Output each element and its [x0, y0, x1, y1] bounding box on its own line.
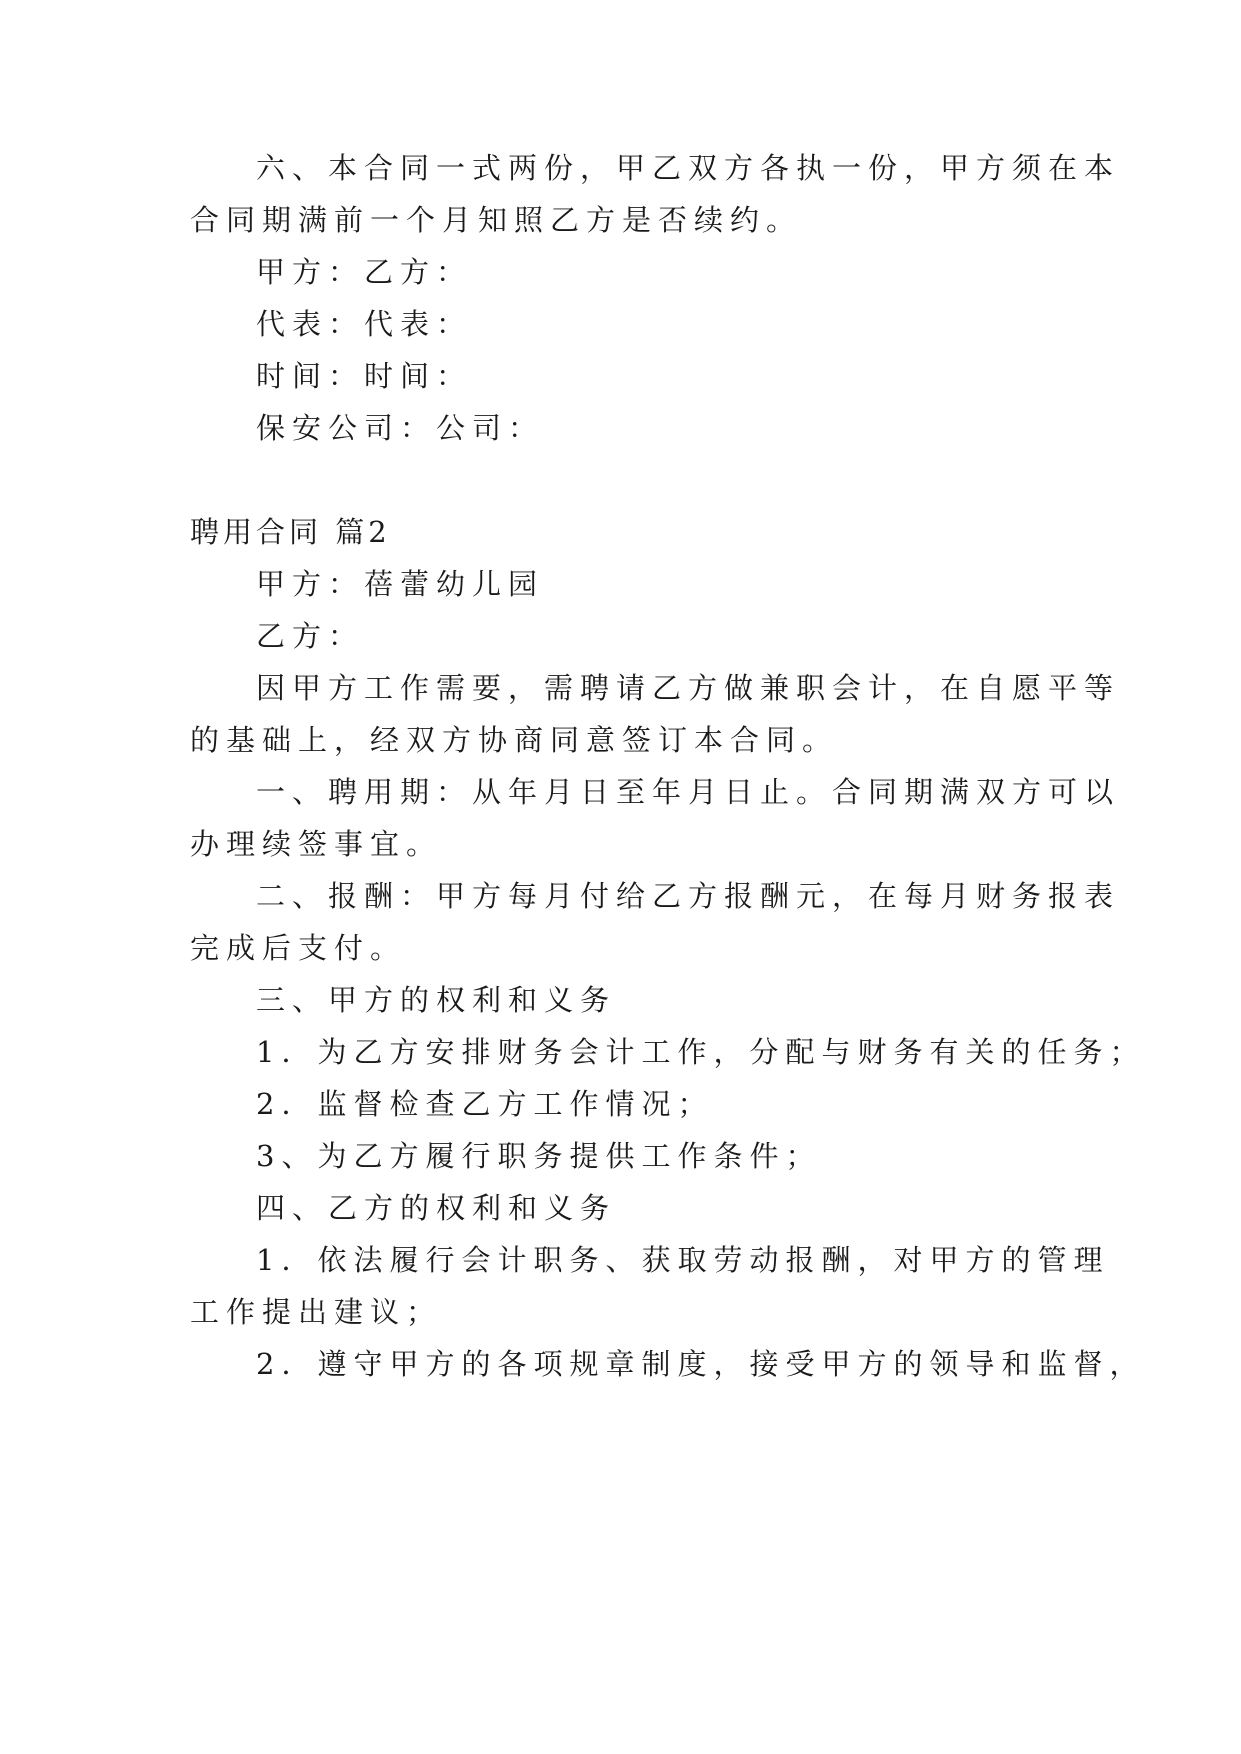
clause-6-line-1: 六、本合同一式两份，甲乙双方各执一份，甲方须在本 [256, 151, 1121, 185]
clause-3-item-3: 3、为乙方履行职务提供工作条件； [256, 1139, 822, 1173]
signature-party-line: 甲方：乙方： [256, 255, 473, 289]
clause-3-item-2: 2．监督检查乙方工作情况； [256, 1087, 714, 1121]
party-b-line: 乙方： [256, 619, 365, 653]
clause-3-title: 三、甲方的权利和义务 [256, 983, 617, 1017]
clause-4-item-2-line-1: 2．遵守甲方的各项规章制度，接受甲方的领导和监督， [256, 1347, 1146, 1381]
party-a-line: 甲方：蓓蕾幼儿园 [256, 567, 545, 601]
signature-company-line: 保安公司：公司： [256, 411, 545, 445]
signature-time-line: 时间：时间： [256, 359, 473, 393]
clause-1-line-2: 办理续签事宜。 [190, 827, 443, 861]
section-title: 聘用合同 篇2 [190, 515, 391, 549]
signature-representative-line: 代表：代表： [256, 307, 473, 341]
clause-4-item-1-line-2: 工作提出建议； [190, 1295, 443, 1329]
clause-4-item-1-line-1: 1．依法履行会计职务、获取劳动报酬，对甲方的管理 [256, 1243, 1110, 1277]
intro-line-2: 的基础上，经双方协商同意签订本合同。 [190, 723, 839, 757]
clause-1-line-1: 一、聘用期：从年月日至年月日止。合同期满双方可以 [256, 775, 1121, 809]
clause-2-line-1: 二、报酬：甲方每月付给乙方报酬元，在每月财务报表 [256, 879, 1121, 913]
intro-line-1: 因甲方工作需要，需聘请乙方做兼职会计，在自愿平等 [256, 671, 1121, 705]
clause-4-title: 四、乙方的权利和义务 [256, 1191, 617, 1225]
clause-2-line-2: 完成后支付。 [190, 931, 407, 965]
clause-6-line-2: 合同期满前一个月知照乙方是否续约。 [190, 203, 803, 237]
clause-3-item-1: 1．为乙方安排财务会计工作，分配与财务有关的任务； [256, 1035, 1146, 1069]
